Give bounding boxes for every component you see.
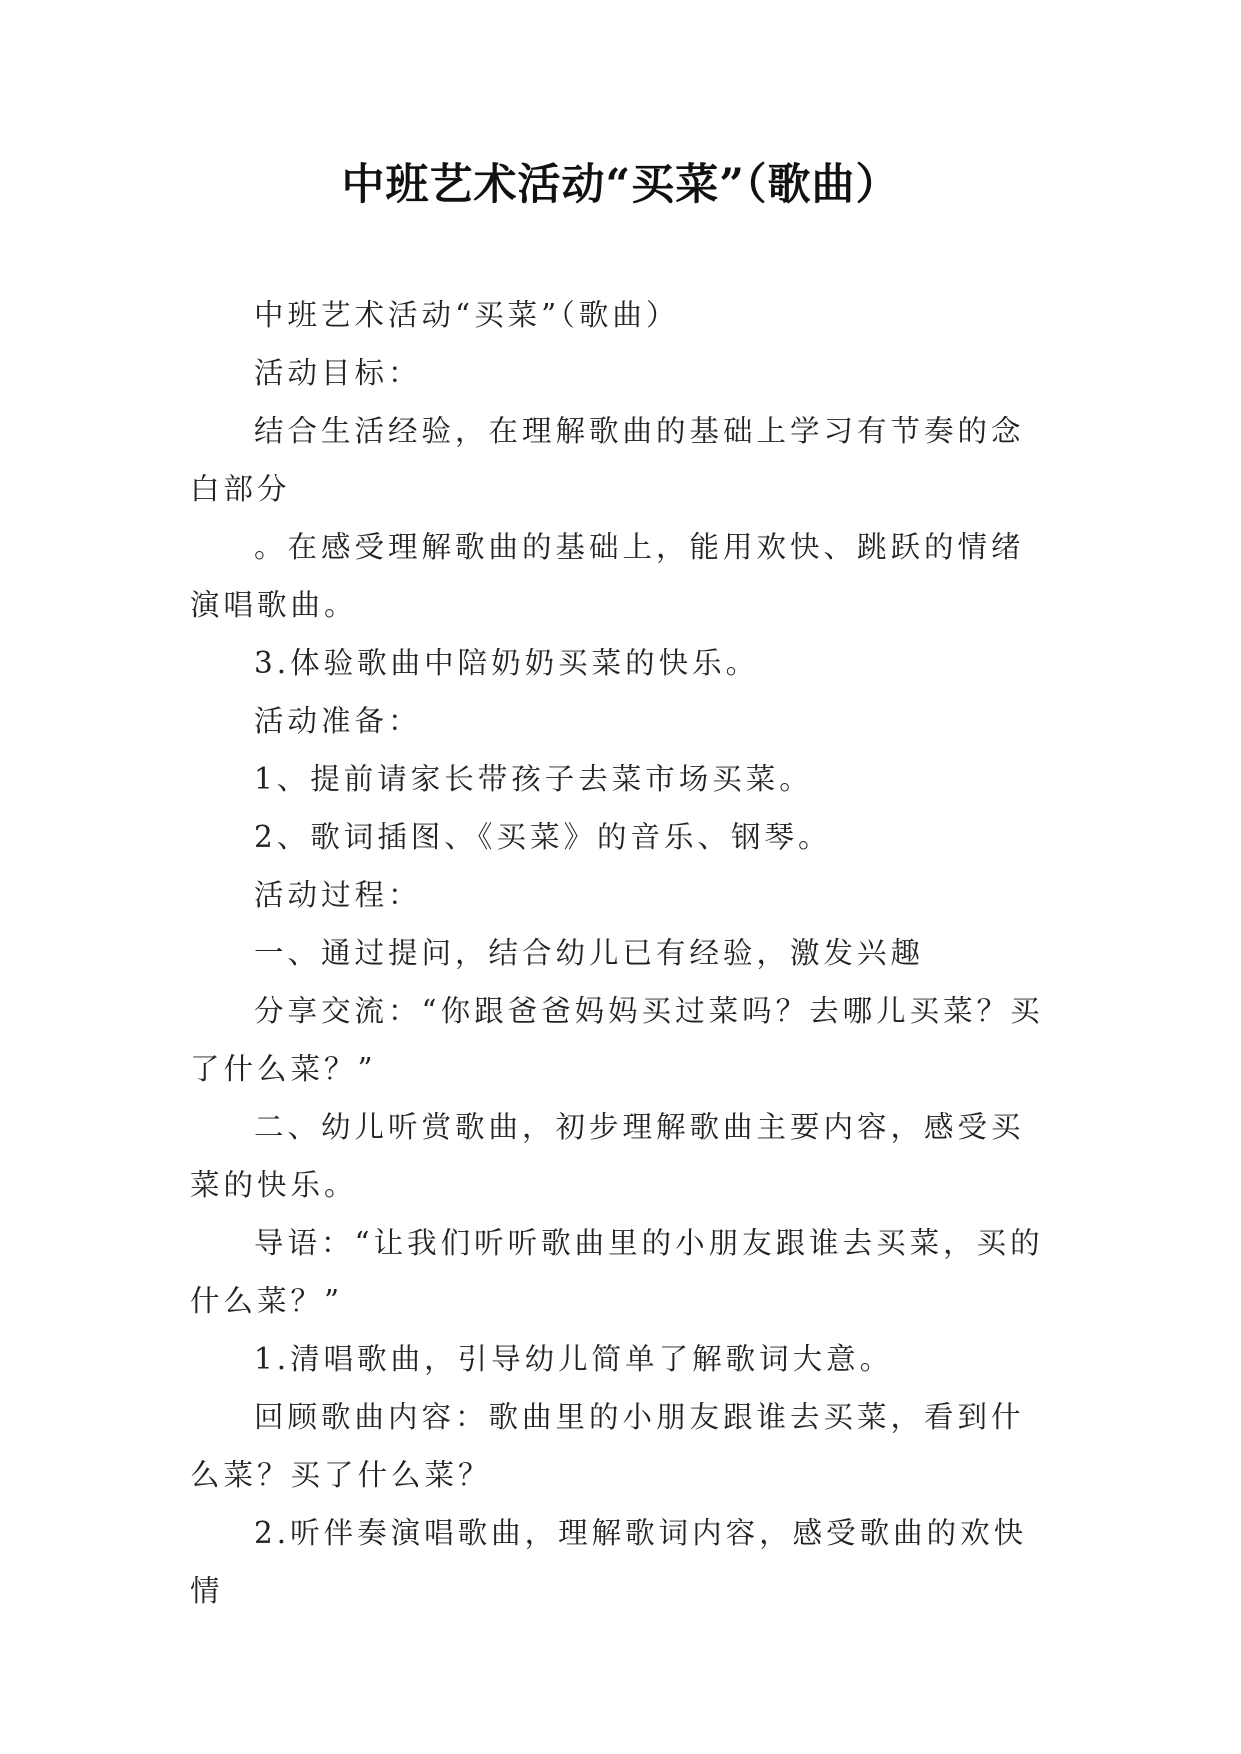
paragraph: 2.听伴奏演唱歌曲，理解歌词内容，感受歌曲的欢快情 bbox=[190, 1516, 1028, 1608]
paragraph: 回顾歌曲内容：歌曲里的小朋友跟谁去买菜，看到什么菜？买了什么菜？ bbox=[190, 1400, 1025, 1492]
paragraph: 结合生活经验，在理解歌曲的基础上学习有节奏的念白部分 bbox=[190, 414, 1025, 506]
document-title: 中班艺术活动“买菜”（歌曲） bbox=[341, 160, 900, 210]
paragraph: 分享交流：“你跟爸爸妈妈买过菜吗？去哪儿买菜？买了什么菜？” bbox=[190, 994, 1044, 1086]
paragraph: 导语：“让我们听听歌曲里的小朋友跟谁去买菜，买的什么菜？” bbox=[190, 1226, 1044, 1318]
paragraph: 活动过程： bbox=[254, 878, 422, 912]
paragraph: 活动目标： bbox=[254, 356, 422, 390]
paragraph: 一、通过提问，结合幼儿已有经验，激发兴趣 bbox=[254, 936, 925, 970]
paragraph: 1.清唱歌曲，引导幼儿简单了解歌词大意。 bbox=[254, 1342, 894, 1376]
paragraph: 中班艺术活动“买菜”（歌曲） bbox=[254, 298, 680, 332]
paragraph: 二、幼儿听赏歌曲，初步理解歌曲主要内容，感受买菜的快乐。 bbox=[190, 1110, 1025, 1202]
paragraph: 活动准备： bbox=[254, 704, 422, 738]
document-body bbox=[190, 286, 1050, 1620]
paragraph: 2、歌词插图、《买菜》的音乐、钢琴。 bbox=[254, 820, 832, 854]
paragraph: 。在感受理解歌曲的基础上，能用欢快、跳跃的情绪演唱歌曲。 bbox=[190, 530, 1025, 622]
paragraph: 1、提前请家长带孩子去菜市场买菜。 bbox=[254, 762, 813, 796]
paragraph: 3.体验歌曲中陪奶奶买菜的快乐。 bbox=[254, 646, 760, 680]
